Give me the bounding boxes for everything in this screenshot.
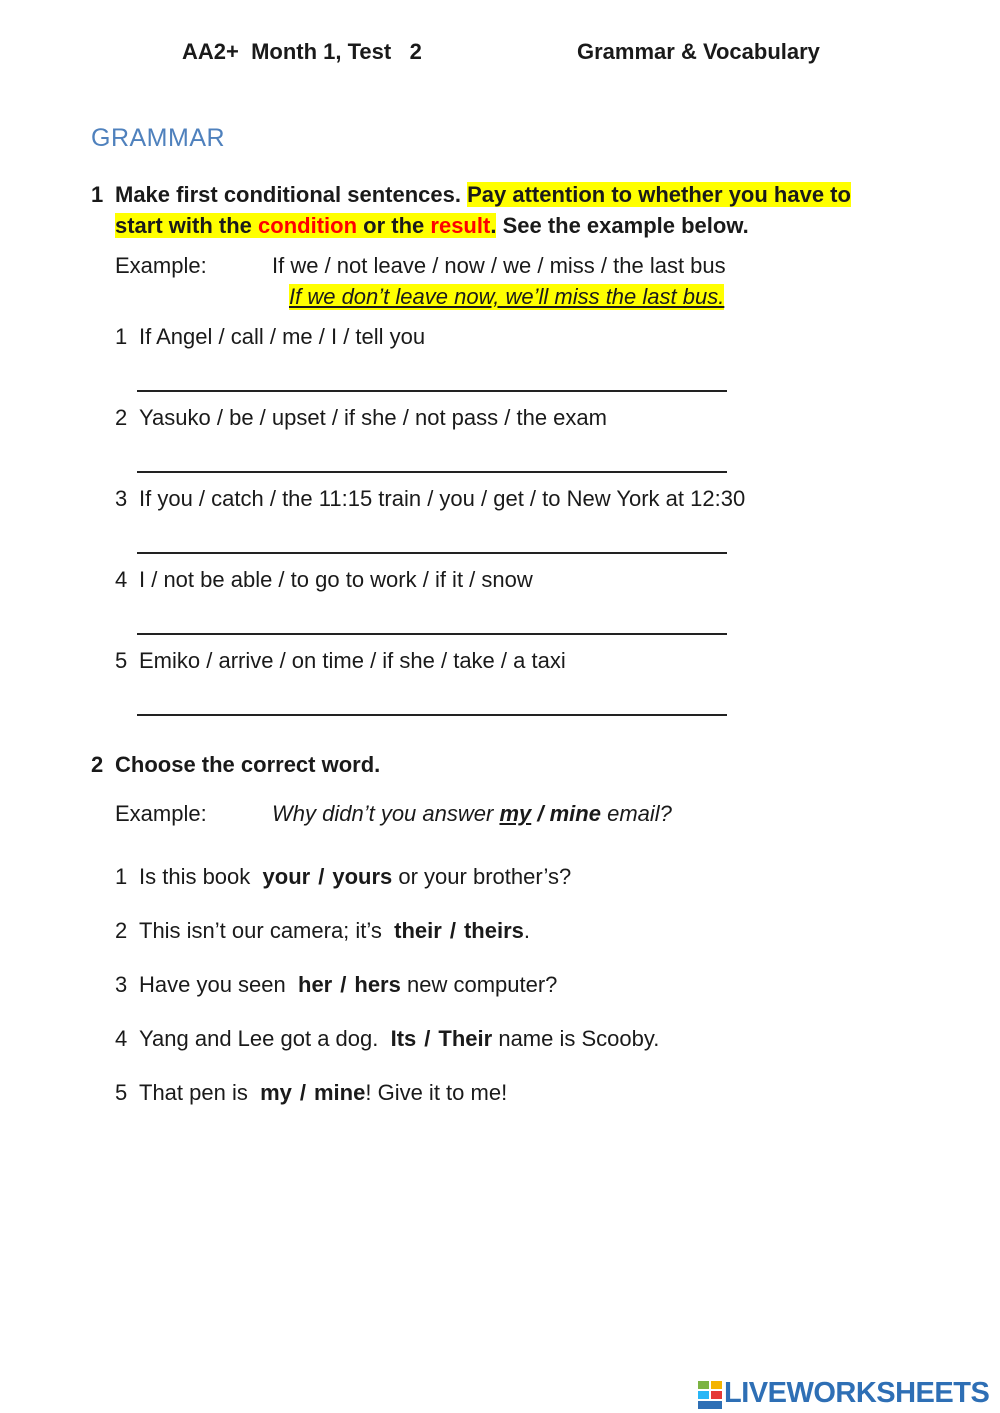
liveworksheets-logo <box>698 1377 998 1411</box>
choice-separator: / <box>318 864 325 889</box>
q1-number: 1 <box>91 182 104 207</box>
item-text-before: Yang and Lee got a dog. <box>139 1026 379 1051</box>
q2-instruction: Choose the correct word. <box>115 752 381 777</box>
item-number: 1 <box>115 324 128 349</box>
item-prompt: If Angel / call / me / I / tell you <box>139 324 426 349</box>
liveworksheets-logo-icon <box>698 1381 722 1409</box>
item-number: 2 <box>115 405 128 430</box>
item-number: 4 <box>115 567 128 592</box>
choice-option-1[interactable]: Its <box>390 1026 417 1051</box>
item-text-after: name is Scooby. <box>498 1026 660 1051</box>
item-text-after: new computer? <box>406 972 558 997</box>
choice-separator: / <box>449 918 456 943</box>
choice-option-1[interactable]: her <box>298 972 333 997</box>
q1-answer-field-2[interactable] <box>137 445 727 473</box>
q1-instruction-highlight: Pay attention to whether you have to <box>467 182 851 207</box>
item-number: 5 <box>115 1080 128 1105</box>
q1-instruction-line1 <box>115 182 851 208</box>
q2-item <box>115 1080 507 1106</box>
q1-answer-field-1[interactable] <box>137 364 727 392</box>
item-number: 4 <box>115 1026 128 1051</box>
logo-text: LIVEWORKSHEETS <box>724 1377 990 1409</box>
q1-answer-field-5[interactable] <box>137 688 727 716</box>
choice-separator: / <box>340 972 347 997</box>
q1-hl-text-a: start with the <box>115 213 252 238</box>
q2-number: 2 <box>91 752 104 777</box>
q1-instruction-highlight-2 <box>115 213 496 238</box>
item-prompt: I / not be able / to go to work / if it / snow <box>139 567 533 592</box>
q2-item <box>115 972 557 998</box>
q1-item <box>115 648 566 674</box>
q1-instruction-plain-2: See the example below. <box>502 213 749 238</box>
q1-example-prompt: If we / not leave / now / we / miss / the last bus <box>272 253 726 278</box>
q2-item <box>115 1026 659 1052</box>
q2-example-sentence <box>272 801 672 827</box>
choice-option-2[interactable]: Their <box>438 1026 493 1051</box>
q1-instruction-plain: Make first conditional sentences. <box>115 182 461 207</box>
choice-option-1[interactable]: their <box>394 918 442 943</box>
section-title-grammar: GRAMMAR <box>91 124 226 152</box>
choice-option-1[interactable]: your <box>262 864 311 889</box>
item-text-after: . <box>523 918 530 943</box>
item-prompt: If you / catch / the 11:15 train / you / get / to New York at 12:30 <box>139 486 746 511</box>
choice-option-1[interactable]: my <box>260 1080 292 1105</box>
item-number: 2 <box>115 918 128 943</box>
choice-option-2[interactable]: yours <box>332 864 393 889</box>
choice-separator: / <box>424 1026 431 1051</box>
choice-separator: / <box>299 1080 306 1105</box>
item-number: 5 <box>115 648 128 673</box>
q2-example-option-1: my <box>499 801 532 826</box>
q1-hl-text-b: or the <box>363 213 425 238</box>
q2-example-slash: / <box>537 801 544 826</box>
q1-answer-field-3[interactable] <box>137 526 727 554</box>
q1-answer-field-4[interactable] <box>137 607 727 635</box>
q1-hl-text-c: . <box>490 213 497 238</box>
item-prompt: Yasuko / be / upset / if she / not pass / the exam <box>139 405 607 430</box>
test-subject: Grammar & Vocabulary <box>577 39 820 64</box>
item-number: 1 <box>115 864 128 889</box>
q2-example-label: Example: <box>115 801 207 826</box>
item-text-before: This isn’t our camera; it’s <box>139 918 382 943</box>
q1-item <box>115 324 425 350</box>
item-text-before: Have you seen <box>139 972 286 997</box>
choice-option-2[interactable]: mine <box>314 1080 366 1105</box>
choice-option-2[interactable]: theirs <box>463 918 524 943</box>
q1-keyword-condition: condition <box>258 213 358 238</box>
q1-item <box>115 567 533 593</box>
q1-item <box>115 486 745 512</box>
item-text-after: ! Give it to me! <box>365 1080 508 1105</box>
q2-example-after: email? <box>607 801 672 826</box>
q1-example-label: Example: <box>115 253 207 278</box>
q2-example-option-2: mine <box>549 801 601 826</box>
q2-item <box>115 864 571 890</box>
q2-item <box>115 918 530 944</box>
q2-example-before: Why didn’t you answer <box>272 801 494 826</box>
q1-keyword-result: result <box>430 213 491 238</box>
item-prompt: Emiko / arrive / on time / if she / take / a taxi <box>139 648 566 673</box>
item-text-before: Is this book <box>139 864 251 889</box>
item-text-after: or your brother’s? <box>398 864 572 889</box>
q1-example-answer: If we don’t leave now, we’ll miss the last bus. <box>289 284 725 309</box>
q1-instruction-line2 <box>115 213 749 239</box>
item-text-before: That pen is <box>139 1080 248 1105</box>
test-title: AA2+ Month 1, Test 2 <box>182 39 422 64</box>
item-number: 3 <box>115 486 128 511</box>
q1-item <box>115 405 607 431</box>
choice-option-2[interactable]: hers <box>354 972 401 997</box>
item-number: 3 <box>115 972 128 997</box>
